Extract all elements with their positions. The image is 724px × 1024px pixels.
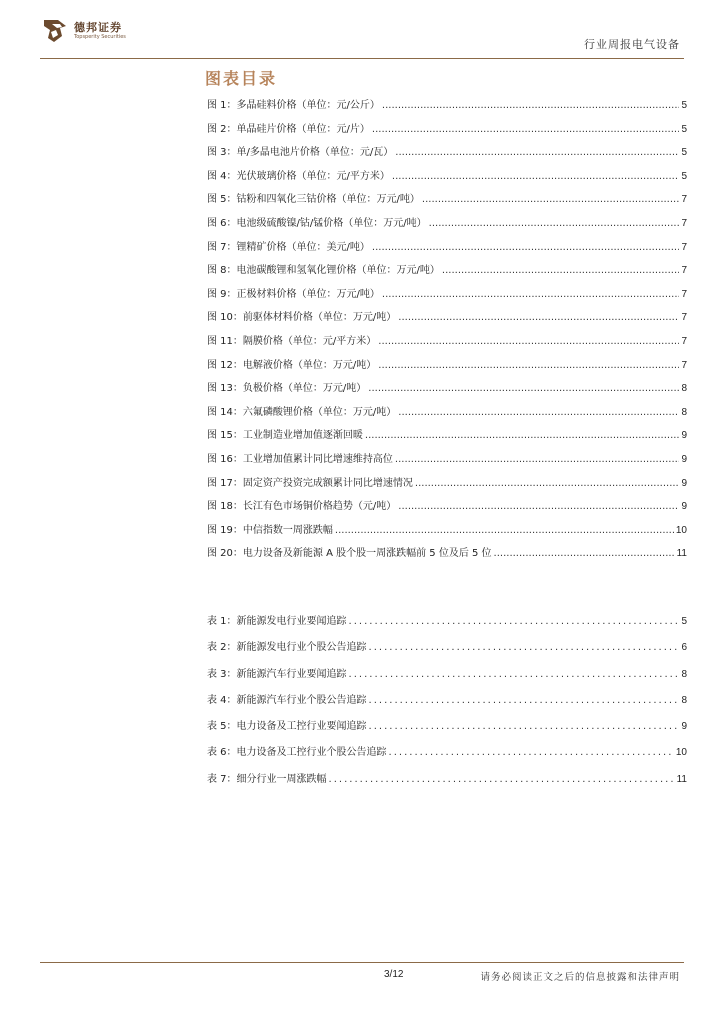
toc-entry-label: 图 14：六氟磷酸锂价格（单位：万元/吨） <box>207 406 397 418</box>
figure-toc-entry[interactable] <box>207 379 687 403</box>
table-toc-entry[interactable] <box>207 743 687 769</box>
toc-entry-page: 5 <box>681 123 687 135</box>
dot-leader <box>422 194 680 205</box>
figure-toc-entry[interactable] <box>207 120 687 144</box>
dot-leader <box>494 548 675 559</box>
toc-entry-page: 5 <box>681 100 687 111</box>
toc-entry-label: 图 12：电解液价格（单位：万元/吨） <box>207 359 377 371</box>
toc-entry-page: 6 <box>681 642 687 654</box>
footer-disclaimer: 请务必阅读正文之后的信息披露和法律声明 <box>480 972 680 983</box>
toc-entry-label: 图 18：长江有色市场铜价格趋势（元/吨） <box>207 501 397 513</box>
toc-entry-label: 图 11：隔膜价格（单位：元/平方米） <box>207 335 377 347</box>
figure-toc-entry[interactable] <box>207 261 687 285</box>
dot-leader <box>329 774 675 785</box>
dot-leader <box>415 478 680 489</box>
toc-entry-label: 图 3：单/多晶电池片价格（单位：元/瓦） <box>207 147 394 159</box>
header-divider <box>40 58 684 59</box>
figure-toc-entry[interactable] <box>207 308 687 332</box>
toc-entry-page: 7 <box>681 312 687 324</box>
figure-toc-entry[interactable] <box>207 238 687 262</box>
toc-entry-page: 7 <box>681 241 687 253</box>
toc-entry-label: 图 2：单晶硅片价格（单位：元/片） <box>207 123 370 135</box>
toc-entry-label: 表 3：新能源汽车行业要闻追踪 <box>207 668 347 680</box>
toc-entry-label: 图 13：负极价格（单位：万元/吨） <box>207 383 367 395</box>
figure-toc-entry[interactable] <box>207 167 687 191</box>
logo-chinese-name: 德邦证券 <box>74 21 122 34</box>
figure-toc-entry[interactable] <box>207 474 687 498</box>
figure-toc-entry[interactable] <box>207 190 687 214</box>
figure-toc-entry[interactable] <box>207 96 687 120</box>
dot-leader <box>369 642 680 653</box>
dot-leader <box>378 360 679 371</box>
toc-entry-page: 9 <box>681 430 687 442</box>
toc-entry-label: 表 2：新能源发电行业个股公告追踪 <box>207 642 367 654</box>
dot-leader <box>398 312 679 323</box>
page-header <box>0 0 724 64</box>
toc-entry-label: 图 20：电力设备及新能源 A 股个股一周涨跌幅前 5 位及后 5 位 <box>207 548 492 560</box>
dot-leader <box>398 407 679 418</box>
toc-entry-label: 表 6：电力设备及工控行业个股公告追踪 <box>207 747 387 759</box>
footer-divider <box>40 962 684 963</box>
table-toc-entry[interactable] <box>207 665 687 691</box>
dot-leader <box>335 525 674 536</box>
dot-leader <box>382 100 680 111</box>
figure-toc-entry[interactable] <box>207 497 687 521</box>
figure-toc-entry[interactable] <box>207 143 687 167</box>
toc-entry-page: 8 <box>681 383 687 395</box>
toc-entry-label: 图 9：正极材料价格（单位：万元/吨） <box>207 288 380 300</box>
toc-entry-label: 图 1：多晶硅料价格（单位：元/公斤） <box>207 100 380 111</box>
toc-heading: 图表目录 <box>205 69 278 88</box>
toc-entry-page: 11 <box>676 548 687 560</box>
toc-entry-page: 9 <box>681 501 687 513</box>
table-toc-entry[interactable] <box>207 717 687 743</box>
table-toc-entry[interactable] <box>207 612 687 638</box>
figure-toc-entry[interactable] <box>207 544 687 568</box>
toc-entry-page: 11 <box>676 773 687 785</box>
toc-entry-page: 9 <box>681 477 687 489</box>
toc-entry-page: 8 <box>681 694 687 706</box>
dot-leader <box>378 336 679 347</box>
dot-leader <box>369 695 680 706</box>
figure-toc-entry[interactable] <box>207 450 687 474</box>
table-toc-entry[interactable] <box>207 770 687 796</box>
toc-entry-label: 表 7：细分行业一周涨跌幅 <box>207 773 327 785</box>
table-list <box>207 612 687 796</box>
figure-toc-entry[interactable] <box>207 356 687 380</box>
toc-entry-page: 5 <box>681 147 687 159</box>
toc-entry-page: 5 <box>681 616 687 627</box>
toc-entry-page: 7 <box>681 288 687 300</box>
dot-leader <box>429 218 680 229</box>
dot-leader <box>349 669 680 680</box>
toc-entry-label: 图 19：中信指数一周涨跌幅 <box>207 524 333 536</box>
toc-entry-label: 图 15：工业制造业增加值逐渐回暖 <box>207 430 363 442</box>
report-type-title: 行业周报电气设备 <box>584 38 680 51</box>
toc-entry-label: 图 4：光伏玻璃价格（单位：元/平方米） <box>207 170 390 182</box>
dot-leader <box>398 501 679 512</box>
toc-entry-page: 10 <box>675 524 687 536</box>
dot-leader <box>395 454 680 465</box>
dot-leader <box>365 430 680 441</box>
toc-entry-page: 7 <box>681 217 687 229</box>
figure-toc-entry[interactable] <box>207 521 687 545</box>
toc-entry-label: 表 4：新能源汽车行业个股公告追踪 <box>207 694 367 706</box>
toc-entry-page: 8 <box>681 406 687 418</box>
company-logo <box>40 16 126 46</box>
toc-entry-label: 图 10：前驱体材料价格（单位：万元/吨） <box>207 312 397 324</box>
page-indicator: 3/12 <box>384 969 404 980</box>
toc-entry-label: 图 16：工业增加值累计同比增速维持高位 <box>207 453 393 465</box>
toc-entry-label: 图 6：电池级硫酸镍/钴/锰价格（单位：万元/吨） <box>207 217 427 229</box>
dot-leader <box>395 147 679 158</box>
table-toc-entry[interactable] <box>207 691 687 717</box>
dot-leader <box>368 383 679 394</box>
dot-leader <box>372 124 680 135</box>
toc-entry-label: 图 17：固定资产投资完成额累计同比增速情况 <box>207 477 413 489</box>
dot-leader <box>392 171 680 182</box>
toc-entry-page: 7 <box>681 335 687 347</box>
toc-entry-label: 表 5：电力设备及工控行业要闻追踪 <box>207 721 367 733</box>
figure-toc-entry[interactable] <box>207 426 687 450</box>
toc-entry-page: 10 <box>675 747 687 759</box>
dot-leader <box>349 616 680 627</box>
figure-toc-entry[interactable] <box>207 332 687 356</box>
figure-toc-entry[interactable] <box>207 403 687 427</box>
toc-entry-page: 5 <box>681 170 687 182</box>
toc-entry-page: 9 <box>681 453 687 465</box>
toc-entry-page: 7 <box>681 194 687 206</box>
dot-leader <box>369 721 680 732</box>
figure-toc-entry[interactable] <box>207 285 687 309</box>
dot-leader <box>372 242 680 253</box>
figure-toc-entry[interactable] <box>207 214 687 238</box>
figure-list <box>207 96 687 568</box>
toc-entry-page: 7 <box>681 265 687 277</box>
dot-leader <box>442 265 680 276</box>
toc-entry-label: 图 5：钴粉和四氧化三钴价格（单位：万元/吨） <box>207 194 420 206</box>
toc-entry-label: 图 8：电池碳酸锂和氢氧化锂价格（单位：万元/吨） <box>207 265 440 277</box>
toc-entry-page: 9 <box>681 721 687 733</box>
toc-entry-page: 7 <box>681 359 687 371</box>
table-toc-entry[interactable] <box>207 638 687 664</box>
dot-leader <box>389 747 674 758</box>
toc-entry-label: 图 7：锂精矿价格（单位：美元/吨） <box>207 241 370 253</box>
logo-english-name: Topsperity Securities <box>74 34 126 40</box>
logo-mark-icon <box>40 16 70 46</box>
dot-leader <box>382 289 680 300</box>
toc-entry-label: 表 1：新能源发电行业要闻追踪 <box>207 616 347 627</box>
toc-entry-page: 8 <box>681 668 687 680</box>
